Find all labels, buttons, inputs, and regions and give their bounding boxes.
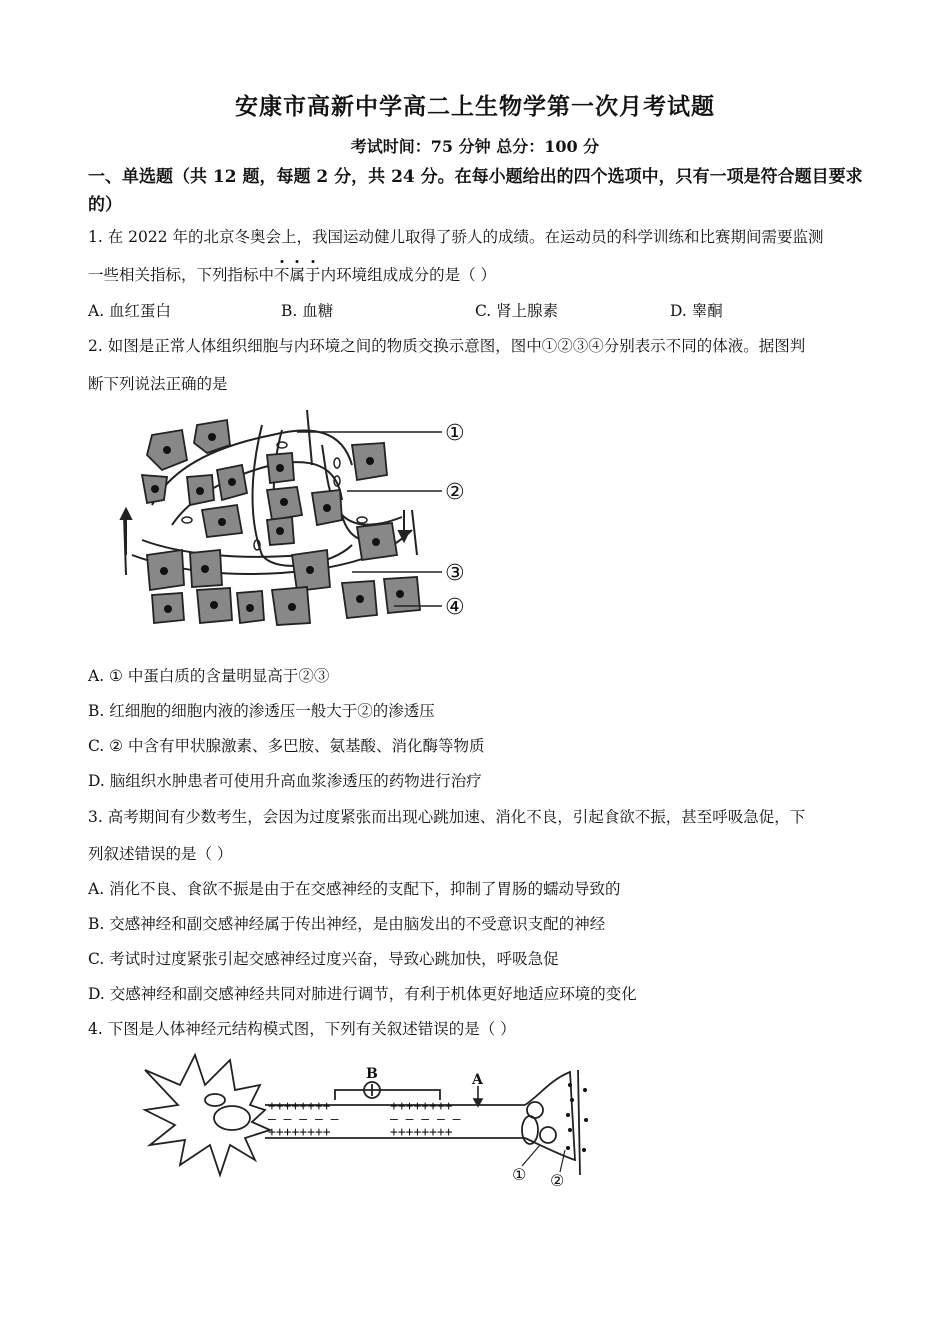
emphasis-char: 于 <box>305 266 321 284</box>
q3-line1: 3. 高考期间有少数考生，会因为过度紧张而出现心跳加速、消化不良，引起食欲不振，甚至呼吸急促，下 <box>88 808 806 826</box>
figure-label-1: ① <box>445 421 465 446</box>
q1-line2-post: 内环境组成成分的是（ ） <box>320 266 496 284</box>
q2-figure-tissue-diagram <box>112 405 482 635</box>
q1-option-c[interactable]: C. 肾上腺素 <box>475 302 559 320</box>
figure-label-b: B <box>366 1066 378 1082</box>
q3-option-d[interactable]: D. 交感神经和副交感神经共同对肺进行调节，有利于机体更好地适应环境的变化 <box>88 985 637 1003</box>
exam-info: 考试时间：75 分钟 总分：100 分 <box>350 137 600 156</box>
q2-option-b[interactable]: B. 红细胞的细胞内液的渗透压一般大于②的渗透压 <box>88 702 435 720</box>
figure-label-2: ② <box>445 480 465 505</box>
emphasis-char: 属 <box>289 266 306 284</box>
q2-option-c[interactable]: C. ② 中含有甲状腺激素、多巴胺、氨基酸、消化酶等物质 <box>88 737 485 755</box>
q3-option-c[interactable]: C. 考试时过度紧张引起交感神经过度兴奋，导致心跳加快，呼吸急促 <box>88 950 559 968</box>
q3-line2: 列叙述错误的是（ ） <box>88 845 233 863</box>
page-title: 安康市高新中学高二上生物学第一次月考试题 <box>235 93 715 120</box>
figure-label-a: A <box>472 1072 483 1088</box>
membrane-plus-upper-left: ++++++++ <box>268 1099 331 1114</box>
q1-line2-pre: 一些相关指标，下列指标中 <box>88 266 275 284</box>
q1-option-d[interactable]: D. 睾酮 <box>670 302 723 320</box>
q2-line1: 2. 如图是正常人体组织细胞与内环境之间的物质交换示意图，图中①②③④分别表示不同的体液。据图判 <box>88 337 806 355</box>
q3-option-a[interactable]: A. 消化不良、食欲不振是由于在交感神经的支配下，抑制了胃肠的蠕动导致的 <box>88 880 621 898</box>
q2-option-a[interactable]: A. ① 中蛋白质的含量明显高于②③ <box>88 667 330 685</box>
q1-line2 <box>88 263 878 285</box>
q2-option-d[interactable]: D. 脑组织水肿患者可使用升高血浆渗透压的药物进行治疗 <box>88 772 482 790</box>
figure-label-circle-2: ② <box>550 1171 565 1190</box>
q3-option-b[interactable]: B. 交感神经和副交感神经属于传出神经，是由脑发出的不受意识支配的神经 <box>88 915 606 933</box>
q4-figure-neuron-diagram <box>140 1050 590 1190</box>
membrane-plus-lower-left: ++++++++ <box>268 1125 331 1140</box>
section-heading: 一、单选题（共 12 题，每题 2 分，共 24 分。在每小题给出的四个选项中，只有一项是符合题目要求的） <box>88 167 863 215</box>
membrane-minus-row-right: — — — — — <box>390 1112 461 1127</box>
figure-label-4: ④ <box>445 595 465 620</box>
q4-line1: 4. 下图是人体神经元结构模式图，下列有关叙述错误的是（ ） <box>88 1020 516 1038</box>
membrane-minus-row: — — — — — <box>268 1112 339 1127</box>
membrane-plus-lower-right: ++++++++ <box>390 1125 453 1140</box>
figure-label-circle-1: ① <box>512 1165 527 1184</box>
q1-emphasis <box>274 266 321 284</box>
q1-option-a[interactable]: A. 血红蛋白 <box>88 302 172 320</box>
membrane-plus-upper-right: ++++++++ <box>390 1099 453 1114</box>
q2-line2: 断下列说法正确的是 <box>88 375 228 393</box>
emphasis-char: 不 <box>274 266 290 284</box>
q1-line1: 1. 在 2022 年的北京冬奥会上，我国运动健儿取得了骄人的成绩。在运动员的科学训练和比赛期间需要监测 <box>88 228 824 246</box>
figure-label-3: ③ <box>445 561 465 586</box>
q1-option-b[interactable]: B. 血糖 <box>281 302 334 320</box>
